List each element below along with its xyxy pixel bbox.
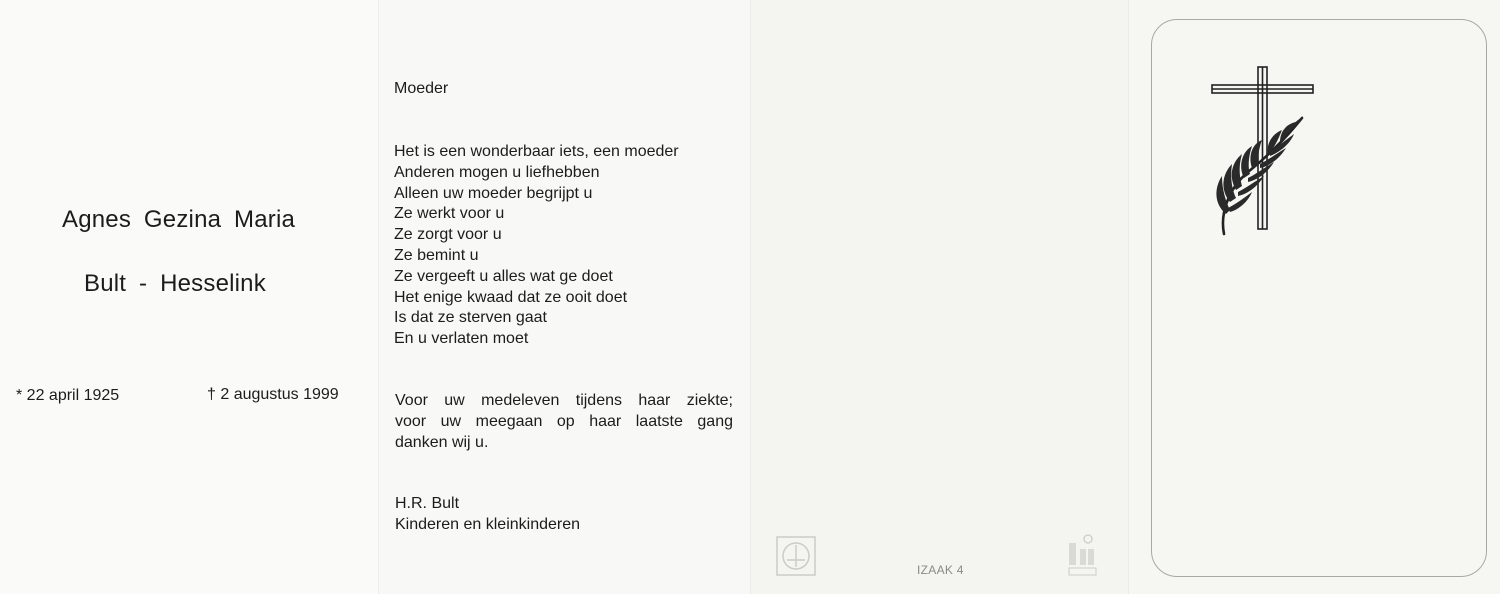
fold-line [750,0,751,594]
imprint-code: IZAAK 4 [917,563,964,577]
poem-line: Is dat ze sterven gaat [394,309,547,327]
fold-line [378,0,379,594]
cross-with-palm-branch-icon [1208,64,1318,240]
poem-line: Het is een wonderbaar iets, een moeder [394,143,679,160]
cover-frame [1151,19,1487,577]
poem-line: Anderen mogen u liefhebben [394,163,600,181]
thanks-line: Voor uw medeleven tijdens haar ziekte; [395,392,733,409]
fold-line [1128,0,1129,594]
thanks-paragraph [395,390,733,453]
poem-line: Ze zorgt voor u [394,226,502,244]
printer-logo-icon [1066,533,1100,577]
poem-line: Ze bemint u [394,246,479,264]
death-date: † 2 augustus 1999 [207,386,339,403]
poem-title: Moeder [394,80,449,97]
signature-name: H.R. Bult [395,495,460,512]
deceased-given-names: Agnes Gezina Maria [62,206,296,233]
poem-line: En u verlaten moet [394,330,529,348]
poem-line: Ze werkt voor u [394,205,505,223]
birth-date: * 22 april 1925 [16,387,120,404]
poem-text [394,142,679,350]
thanks-line: voor uw meegaan op haar laatste gang [395,413,733,430]
signature-family: Kinderen en kleinkinderen [395,516,581,533]
poem-line: Het enige kwaad dat ze ooit doet [394,288,628,306]
poem-line: Alleen uw moeder begrijpt u [394,184,593,202]
thanks-line: danken wij u. [395,434,489,451]
printer-seal-icon [776,536,816,576]
signature-block [395,493,580,535]
poem-line: Ze vergeeft u alles wat ge doet [394,267,613,285]
deceased-surname: Bult - Hesselink [84,270,266,297]
card-panel-blank [750,0,1128,594]
